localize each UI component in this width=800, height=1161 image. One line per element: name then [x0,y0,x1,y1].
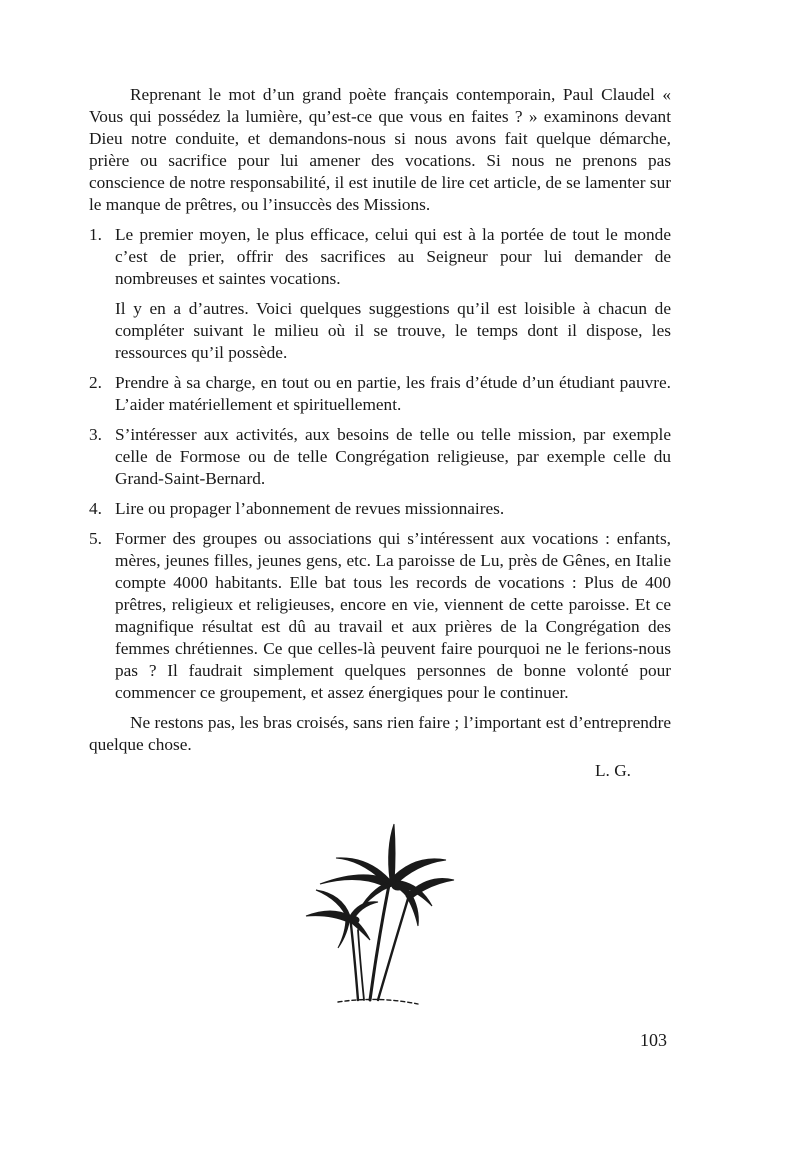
item-text: Prendre à sa charge, en tout ou en partie, les frais d’étude d’un étudiant pauvre. L’aider matériellement et spirituellement. [115,373,671,414]
list-item [89,372,671,416]
intro-paragraph: Reprenant le mot d’un grand poète français contemporain, Paul Claudel « Vous qui possédez la lumière, qu’est-ce que vous en faites ? » examinons devant Dieu notre conduite, et demandons-nous si nous avons fait quelque démarche, prière ou sacrifice pour lui amener des vocations. Si nous ne prenons pas conscience de notre responsabilité, il est inutile de lire cet article, de se lamenter sur le manque de prêtres, ou l’insuccès des Missions. [89,85,671,214]
item-number: 3. [89,425,102,444]
item-number: 2. [89,373,102,392]
item-text: Lire ou propager l’abonnement de revues missionnaires. [115,499,505,518]
item-number: 1. [89,225,102,244]
item-text: S’intéresser aux activités, aux besoins de telle ou telle mission, par exemple celle de Formose ou de telle Congrégation religieuse, par exemple celle du Grand-Saint-Bernard. [115,425,671,488]
item-number: 5. [89,529,102,548]
closing-paragraph: Ne restons pas, les bras croisés, sans rien faire ; l’important est d’entreprendre quelque chose. [89,713,671,754]
item-text: Le premier moyen, le plus efficace, celui qui est à la portée de tout le monde c’est de prier, offrir des sacrifices au Seigneur pour lui demander de nombreuses et saintes vocations. [115,225,671,288]
item-number: 4. [89,499,102,518]
page-number: 103 [640,1030,667,1050]
palm-tree-illustration [298,820,460,1010]
list-item [89,424,671,490]
suggestion-list [89,224,671,704]
signature: L. G. [595,761,631,780]
item-subparagraph: Il y en a d’autres. Voici quelques suggestions qu’il est loisible à chacun de compléter suivant le milieu où il se trouve, le temps dont il dispose, les ressources qu’il possède. [115,299,671,362]
list-item [89,224,671,364]
item-text: Former des groupes ou associations qui s’intéressent aux vocations : enfants, mères, jeunes filles, jeunes gens, etc. La paroisse de Lu, près de Gênes, en Italie compte 4000 habitants. Elle bat tous les records de vocations : Plus de 400 prêtres, religieux et religieuses, encore en vie, viennent de cette paroisse. Et ce magnifique résultat est dû au travail et aux prières de la Congrégation des femmes chrétiennes. Ce que celles-là peuvent faire pourquoi ne le ferions-nous pas ? Il faudrait simplement quelques personnes de bonne volonté pour commencer ce groupement, et assez énergiques pour le continuer. [115,529,671,702]
article-body [89,84,671,782]
list-item [89,528,671,704]
list-item [89,498,671,520]
